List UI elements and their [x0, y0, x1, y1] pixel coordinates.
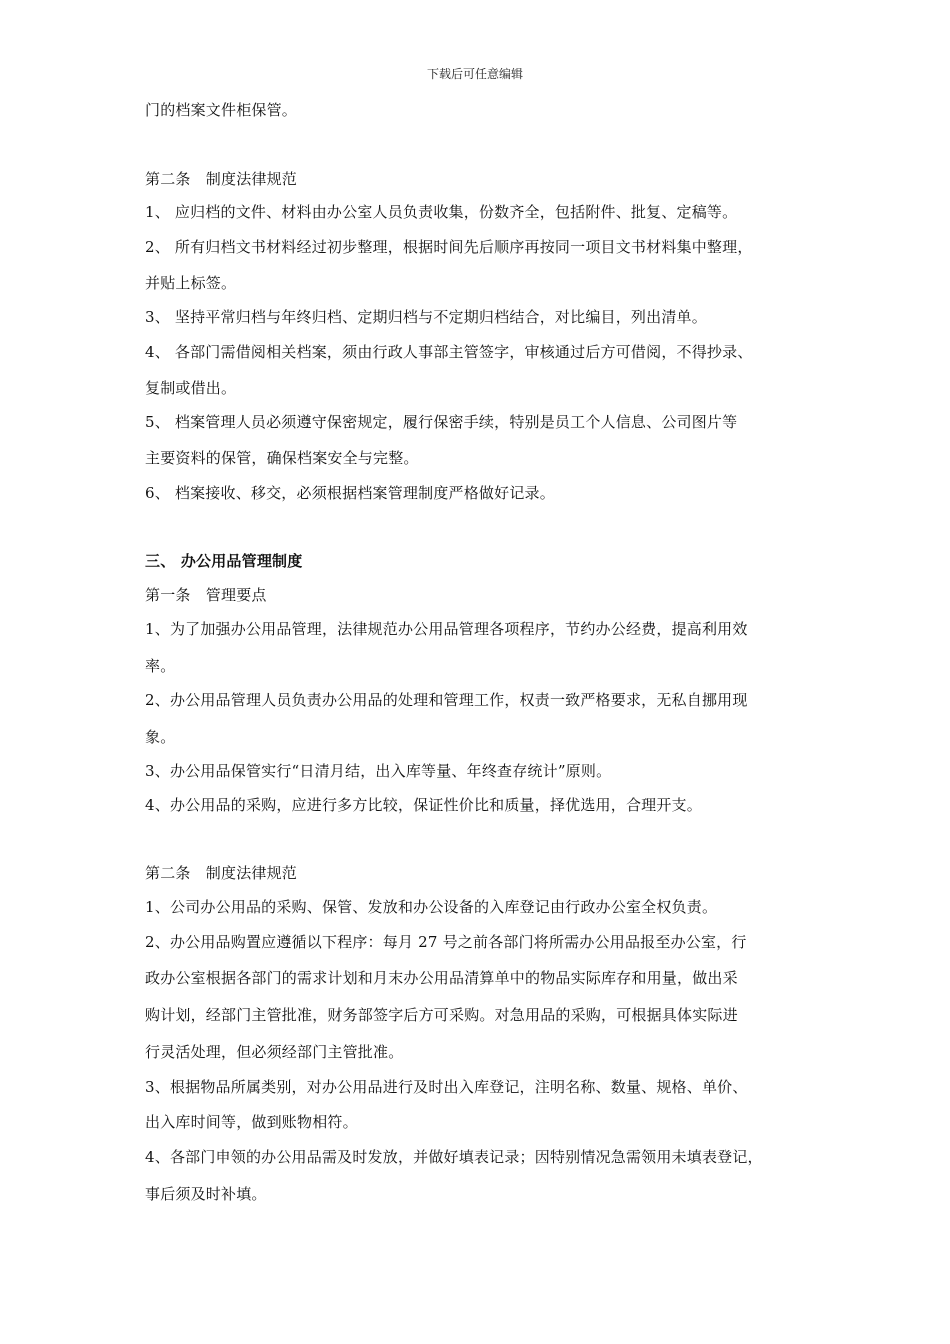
- list-item: 5、 档案管理人员必须遵守保密规定，履行保密手续，特别是员工个人信息、公司图片等: [145, 413, 738, 431]
- list-item-continuation: 率。: [145, 657, 176, 675]
- list-item-continuation: 并贴上标签。: [145, 274, 237, 292]
- list-item: 6、 档案接收、移交，必须根据档案管理制度严格做好记录。: [145, 484, 555, 502]
- article-heading: 第二条 制度法律规范: [145, 864, 298, 882]
- list-item: 1、公司办公用品的采购、保管、发放和办公设备的入库登记由行政办公室全权负责。: [145, 898, 718, 916]
- list-item: 2、办公用品购置应遵循以下程序：每月 27 号之前各部门将所需办公用品报至办公室，行: [145, 933, 747, 951]
- list-item: 1、为了加强办公用品管理，法律规范办公用品管理各项程序，节约办公经费，提高利用效: [145, 620, 748, 638]
- list-item: 2、 所有归档文书材料经过初步整理，根据时间先后顺序再按同一项目文书材料集中整理，: [145, 238, 753, 256]
- list-item: 1、 应归档的文件、材料由办公室人员负责收集，份数齐全，包括附件、批复、定稿等。: [145, 203, 738, 221]
- list-item-continuation: 政办公室根据各部门的需求计划和月末办公用品清算单中的物品实际库存和用量，做出采: [145, 969, 738, 987]
- list-item-continuation: 出入库时间等，做到账物相符。: [145, 1113, 358, 1131]
- list-item-continuation: 象。: [145, 728, 176, 746]
- list-item-continuation: 事后须及时补填。: [145, 1185, 267, 1203]
- list-item: 3、根据物品所属类别，对办公用品进行及时出入库登记，注明名称、数量、规格、单价、: [145, 1078, 748, 1096]
- list-item: 4、 各部门需借阅相关档案，须由行政人事部主管签字，审核通过后方可借阅，不得抄录、: [145, 343, 753, 361]
- article-heading: 第二条 制度法律规范: [145, 170, 298, 188]
- article-heading: 第一条 管理要点: [145, 586, 267, 604]
- list-item: 4、办公用品的采购，应进行多方比较，保证性价比和质量，择优选用，合理开支。: [145, 796, 702, 814]
- list-item-continuation: 主要资料的保管，确保档案安全与完整。: [145, 449, 419, 467]
- page-header: 下载后可任意编辑: [426, 67, 523, 81]
- list-item: 3、办公用品保管实行“日清月结，出入库等量、年终查存统计”原则。: [145, 762, 612, 780]
- list-item: 2、办公用品管理人员负责办公用品的处理和管理工作，权责一致严格要求，无私自挪用现: [145, 691, 748, 709]
- list-item: 3、 坚持平常归档与年终归档、定期归档与不定期归档结合，对比编目，列出清单。: [145, 308, 707, 326]
- list-item-continuation: 复制或借出。: [145, 379, 237, 397]
- list-item-continuation: 购计划，经部门主管批准，财务部签字后方可采购。对急用品的采购，可根据具体实际进: [145, 1006, 738, 1024]
- list-item-continuation: 行灵活处理，但必须经部门主管批准。: [145, 1043, 404, 1061]
- section-heading: 三、 办公用品管理制度: [145, 552, 303, 570]
- paragraph-line: 门的档案文件柜保管。: [145, 101, 298, 119]
- list-item: 4、各部门申领的办公用品需及时发放，并做好填表记录；因特别情况急需领用未填表登记，: [145, 1148, 763, 1166]
